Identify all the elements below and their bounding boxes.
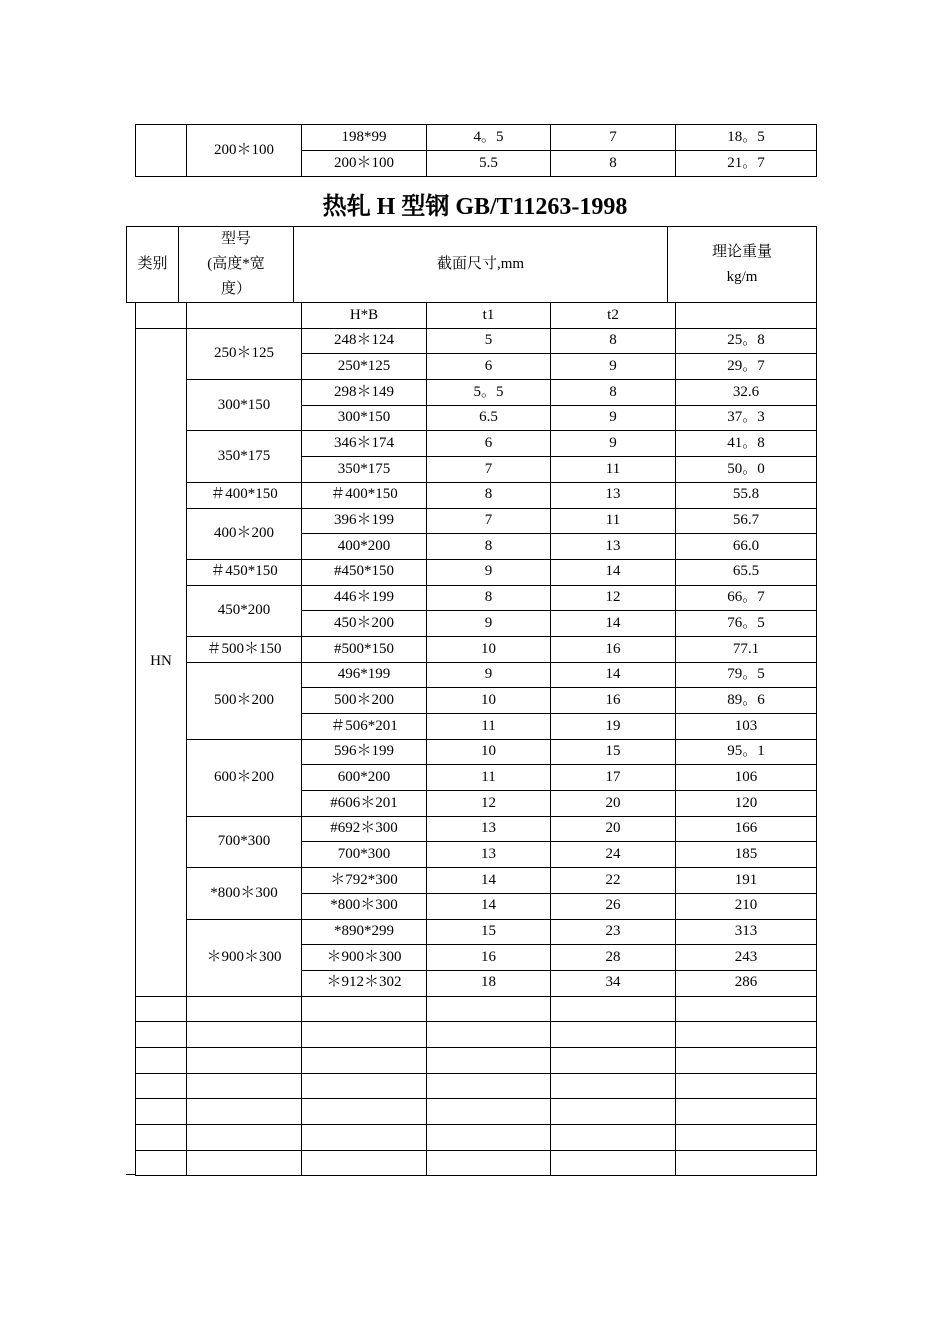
t1-cell: 6: [427, 431, 551, 457]
empty-cell: [187, 1099, 302, 1125]
t1-cell: 14: [427, 893, 551, 919]
empty-cell: [551, 1099, 676, 1125]
t1-cell: 9: [427, 611, 551, 637]
weight-cell: 77.1: [676, 636, 817, 662]
weight-cell: 95。1: [676, 739, 817, 765]
model-cell: 350*175: [187, 431, 302, 482]
empty-cell: [427, 1047, 551, 1073]
table-row: [136, 585, 817, 611]
hb-cell: ＊900＊300: [302, 945, 427, 971]
hb-cell: 350*175: [302, 457, 427, 483]
t1-cell: 16: [427, 945, 551, 971]
hb-cell: 298＊149: [302, 380, 427, 406]
empty-row: [136, 1125, 817, 1151]
table-row: [136, 816, 817, 842]
model-cell: 450*200: [187, 585, 302, 636]
hb-cell: 700*300: [302, 842, 427, 868]
hb-cell: 300*150: [302, 405, 427, 431]
empty-cell: [187, 1047, 302, 1073]
model-cell: 200＊100: [187, 125, 302, 177]
hb-cell: 600*200: [302, 765, 427, 791]
empty-cell: [551, 1150, 676, 1176]
t2-cell: 8: [551, 151, 676, 177]
empty-cell: [136, 1022, 187, 1048]
empty-cell: [136, 1073, 187, 1099]
t1-cell: 13: [427, 816, 551, 842]
t1-cell: 7: [427, 457, 551, 483]
t2-cell: 15: [551, 739, 676, 765]
subheader-t2: t2: [551, 303, 676, 329]
table-row: [136, 125, 817, 151]
hb-cell: 500＊200: [302, 688, 427, 714]
t1-cell: 18: [427, 970, 551, 996]
hb-cell: 446＊199: [302, 585, 427, 611]
weight-cell: 32.6: [676, 380, 817, 406]
header-weight-line2: kg/m: [726, 268, 758, 285]
empty-cell: [187, 1150, 302, 1176]
t2-cell: 16: [551, 636, 676, 662]
hb-cell: 596＊199: [302, 739, 427, 765]
t1-cell: 14: [427, 868, 551, 894]
hb-cell: ＃506*201: [302, 714, 427, 740]
table-row: [136, 919, 817, 945]
empty-cell: [136, 1047, 187, 1073]
weight-cell: 21。7: [676, 151, 817, 177]
t2-cell: 12: [551, 585, 676, 611]
t1-cell: 13: [427, 842, 551, 868]
t2-cell: 8: [551, 328, 676, 354]
hb-cell: #692＊300: [302, 816, 427, 842]
table-row: [136, 508, 817, 534]
t1-cell: 10: [427, 688, 551, 714]
t1-cell: 10: [427, 636, 551, 662]
header-category: 类别: [127, 227, 179, 303]
subheader-weight: [676, 303, 817, 329]
table-row: [136, 482, 817, 508]
subheader-category: [136, 303, 187, 329]
table-row: [136, 636, 817, 662]
category-cell: HN: [136, 328, 187, 996]
weight-cell: 25。8: [676, 328, 817, 354]
header-weight: [668, 227, 817, 303]
table-row: [136, 559, 817, 585]
t2-cell: 14: [551, 662, 676, 688]
weight-cell: 286: [676, 970, 817, 996]
hb-cell: *800＊300: [302, 893, 427, 919]
empty-cell: [302, 1073, 427, 1099]
table-row: [136, 380, 817, 406]
hb-cell: 396＊199: [302, 508, 427, 534]
hb-cell: 496*199: [302, 662, 427, 688]
weight-cell: 66。7: [676, 585, 817, 611]
hn-steel-table: [135, 302, 817, 1176]
t1-cell: 5.5: [427, 151, 551, 177]
empty-cell: [427, 1125, 551, 1151]
t2-cell: 9: [551, 354, 676, 380]
empty-row: [136, 1022, 817, 1048]
empty-cell: [187, 1073, 302, 1099]
t1-cell: 8: [427, 585, 551, 611]
t1-cell: 12: [427, 791, 551, 817]
weight-cell: 76。5: [676, 611, 817, 637]
header-table: [126, 226, 817, 303]
model-cell: ＃500＊150: [187, 636, 302, 662]
empty-cell: [187, 1125, 302, 1151]
empty-row: [136, 1073, 817, 1099]
t1-cell: 7: [427, 508, 551, 534]
empty-cell: [302, 1047, 427, 1073]
t2-cell: 24: [551, 842, 676, 868]
t1-cell: 11: [427, 765, 551, 791]
empty-cell: [187, 996, 302, 1022]
empty-row: [136, 996, 817, 1022]
hb-cell: 400*200: [302, 534, 427, 560]
hb-cell: 250*125: [302, 354, 427, 380]
empty-cell: [551, 1125, 676, 1151]
t2-cell: 11: [551, 508, 676, 534]
weight-cell: 210: [676, 893, 817, 919]
t2-cell: 9: [551, 431, 676, 457]
weight-cell: 29。7: [676, 354, 817, 380]
t1-cell: 9: [427, 559, 551, 585]
hb-cell: 198*99: [302, 125, 427, 151]
t1-cell: 9: [427, 662, 551, 688]
header-section: 截面尺寸,mm: [294, 227, 668, 303]
t2-cell: 28: [551, 945, 676, 971]
hb-cell: 200＊100: [302, 151, 427, 177]
empty-row: [136, 1099, 817, 1125]
empty-row: [136, 1150, 817, 1176]
weight-cell: 55.8: [676, 482, 817, 508]
weight-cell: 166: [676, 816, 817, 842]
hb-cell: #606＊201: [302, 791, 427, 817]
table-row: [136, 868, 817, 894]
hb-cell: 346＊174: [302, 431, 427, 457]
model-cell: ＃400*150: [187, 482, 302, 508]
weight-cell: 120: [676, 791, 817, 817]
hb-cell: #450*150: [302, 559, 427, 585]
subheader-model: [187, 303, 302, 329]
empty-cell: [302, 1099, 427, 1125]
empty-cell: [302, 1150, 427, 1176]
t1-cell: 10: [427, 739, 551, 765]
t2-cell: 22: [551, 868, 676, 894]
t2-cell: 20: [551, 791, 676, 817]
empty-cell: [676, 1099, 817, 1125]
model-cell: ＃450*150: [187, 559, 302, 585]
empty-cell: [187, 1022, 302, 1048]
t2-cell: 16: [551, 688, 676, 714]
weight-cell: 103: [676, 714, 817, 740]
weight-cell: 106: [676, 765, 817, 791]
weight-cell: 185: [676, 842, 817, 868]
empty-cell: [676, 1022, 817, 1048]
empty-cell: [551, 1047, 676, 1073]
t2-cell: 19: [551, 714, 676, 740]
t1-cell: 5。5: [427, 380, 551, 406]
weight-cell: 37。3: [676, 405, 817, 431]
table-row: [136, 328, 817, 354]
t1-cell: 11: [427, 714, 551, 740]
t2-cell: 20: [551, 816, 676, 842]
empty-cell: [676, 996, 817, 1022]
empty-cell: [427, 1099, 551, 1125]
subheader-hb: H*B: [302, 303, 427, 329]
weight-cell: 56.7: [676, 508, 817, 534]
weight-cell: 89。6: [676, 688, 817, 714]
model-cell: 600＊200: [187, 739, 302, 816]
t2-cell: 8: [551, 380, 676, 406]
empty-cell: [302, 1022, 427, 1048]
empty-cell: [427, 1022, 551, 1048]
empty-cell: [676, 1047, 817, 1073]
weight-cell: 191: [676, 868, 817, 894]
weight-cell: 313: [676, 919, 817, 945]
page-title: 热轧 H 型钢 GB/T11263-1998: [322, 194, 628, 220]
category-cell: [136, 125, 187, 177]
t1-cell: 6.5: [427, 405, 551, 431]
t2-cell: 26: [551, 893, 676, 919]
table-edge-line: [126, 1174, 135, 1175]
empty-cell: [427, 1073, 551, 1099]
table-row: [136, 662, 817, 688]
empty-cell: [676, 1150, 817, 1176]
weight-cell: 50。0: [676, 457, 817, 483]
empty-row: [136, 1047, 817, 1073]
empty-cell: [427, 1150, 551, 1176]
hb-cell: 450＊200: [302, 611, 427, 637]
model-cell: 700*300: [187, 816, 302, 867]
weight-cell: 18。5: [676, 125, 817, 151]
t2-cell: 23: [551, 919, 676, 945]
empty-cell: [302, 996, 427, 1022]
hb-cell: #500*150: [302, 636, 427, 662]
empty-cell: [551, 1022, 676, 1048]
t2-cell: 13: [551, 482, 676, 508]
table-row: [136, 739, 817, 765]
header-model-line1: 型号: [220, 231, 251, 247]
weight-cell: 243: [676, 945, 817, 971]
empty-cell: [551, 1073, 676, 1099]
header-model-line3: 度）: [220, 281, 251, 297]
model-cell: ＊900＊300: [187, 919, 302, 996]
t2-cell: 7: [551, 125, 676, 151]
empty-cell: [302, 1125, 427, 1151]
t2-cell: 14: [551, 559, 676, 585]
hb-cell: 248＊124: [302, 328, 427, 354]
t1-cell: 15: [427, 919, 551, 945]
subheader-row: [136, 303, 817, 329]
empty-cell: [676, 1125, 817, 1151]
model-cell: 500＊200: [187, 662, 302, 739]
empty-cell: [551, 996, 676, 1022]
weight-cell: 65.5: [676, 559, 817, 585]
header-model: [179, 227, 294, 303]
weight-cell: 41。8: [676, 431, 817, 457]
t1-cell: 8: [427, 534, 551, 560]
t1-cell: 6: [427, 354, 551, 380]
t1-cell: 4。5: [427, 125, 551, 151]
header-weight-line1: 理论重量: [711, 243, 772, 260]
t2-cell: 9: [551, 405, 676, 431]
empty-cell: [427, 996, 551, 1022]
empty-cell: [136, 996, 187, 1022]
header-model-line2: (高度*宽: [207, 256, 265, 272]
empty-cell: [676, 1073, 817, 1099]
hb-cell: ＊912＊302: [302, 970, 427, 996]
weight-cell: 79。5: [676, 662, 817, 688]
t2-cell: 11: [551, 457, 676, 483]
t1-cell: 5: [427, 328, 551, 354]
top-fragment-table: [135, 124, 817, 177]
hb-cell: *890*299: [302, 919, 427, 945]
model-cell: 400＊200: [187, 508, 302, 559]
hb-cell: ＃400*150: [302, 482, 427, 508]
empty-cell: [136, 1099, 187, 1125]
t2-cell: 13: [551, 534, 676, 560]
empty-cell: [136, 1125, 187, 1151]
t2-cell: 17: [551, 765, 676, 791]
t2-cell: 34: [551, 970, 676, 996]
model-cell: *800＊300: [187, 868, 302, 919]
weight-cell: 66.0: [676, 534, 817, 560]
table-row: [136, 431, 817, 457]
model-cell: 300*150: [187, 380, 302, 431]
hb-cell: ＊792*300: [302, 868, 427, 894]
model-cell: 250＊125: [187, 328, 302, 379]
empty-cell: [136, 1150, 187, 1176]
t1-cell: 8: [427, 482, 551, 508]
t2-cell: 14: [551, 611, 676, 637]
subheader-t1: t1: [427, 303, 551, 329]
